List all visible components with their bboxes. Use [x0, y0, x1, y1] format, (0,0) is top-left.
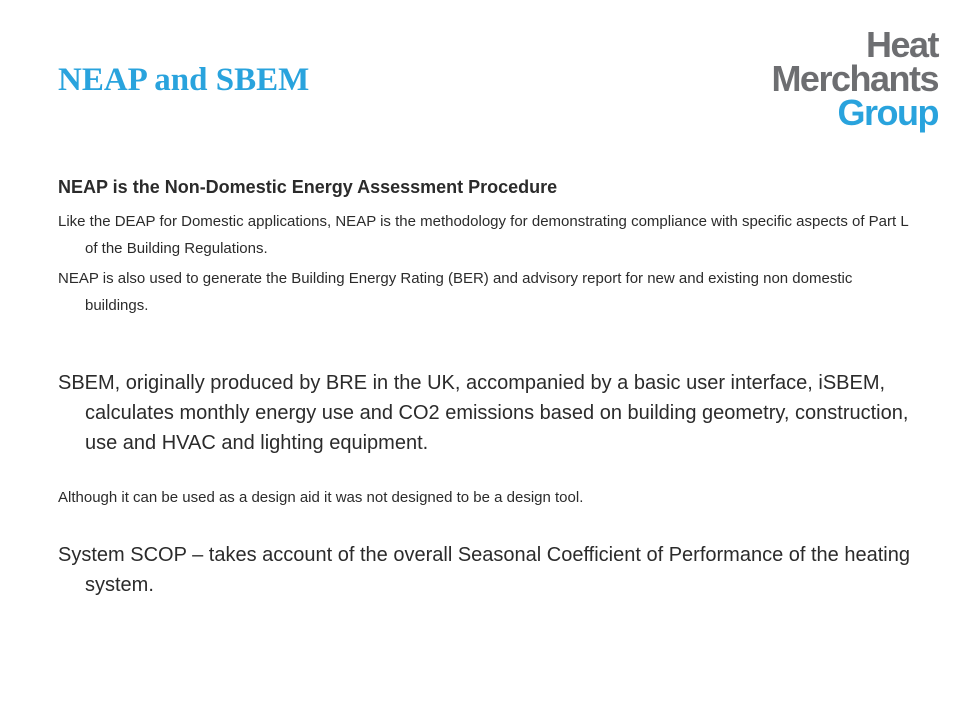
logo-line-group: Group: [837, 92, 938, 133]
neap-paragraph-ber: NEAP is also used to generate the Building Energy Rating (BER) and advisory report for new and existing non domestic buildings.: [58, 270, 853, 314]
neap-heading: NEAP is the Non-Domestic Energy Assessment Procedure: [58, 177, 558, 197]
slide-content: [58, 174, 910, 600]
slide-title: NEAP and SBEM: [58, 62, 310, 98]
neap-paragraph-deap: Like the DEAP for Domestic applications, NEAP is the methodology for demonstrating compliance with specific aspects of Part L of the Building Regulations.: [58, 213, 909, 257]
logo-line-merchants: Merchants: [771, 58, 938, 99]
heat-merchants-group-logo: [771, 24, 938, 133]
sbem-paragraph: SBEM, originally produced by BRE in the UK, accompanied by a basic user interface, iSBEM, calculates monthly energy use and CO2 emissions based on building geometry, construction, use and HVAC and lighting equipment.: [58, 372, 909, 454]
design-tool-note: Although it can be used as a design aid it was not designed to be a design tool.: [58, 489, 584, 506]
system-scop-paragraph: System SCOP – takes account of the overall Seasonal Coefficient of Performance of the heating system.: [58, 544, 910, 596]
logo-line-heat: Heat: [865, 24, 938, 65]
